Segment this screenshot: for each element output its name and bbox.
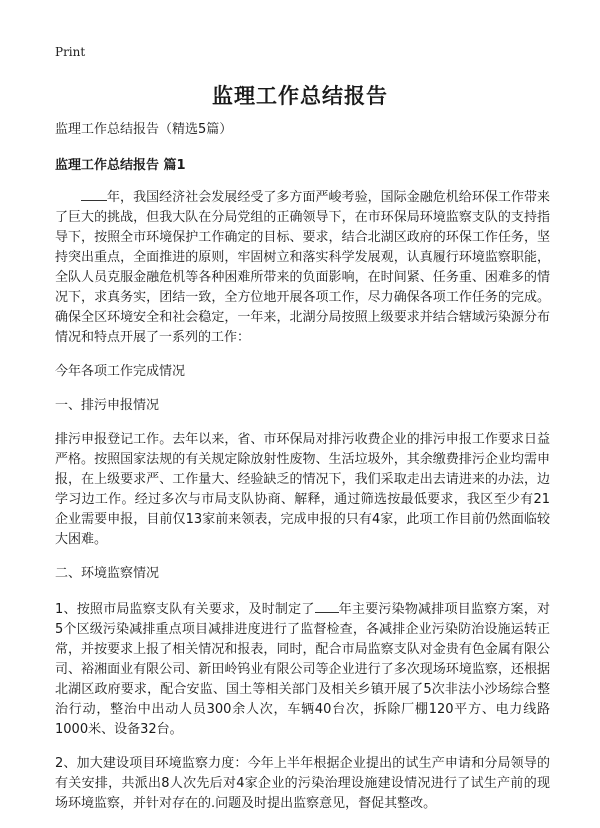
heading-discharge-declaration: 一、排污申报情况 [55, 398, 160, 413]
page-title: 监理工作总结报告 [212, 84, 388, 108]
section-title: 监理工作总结报告 篇1 [55, 158, 186, 173]
paragraph-inspection-2: 2、加大建设项目环境监察力度：今年上半年根据企业提出的试生产申请和分局领导的有关安排，共派出8人次先后对4家企业的污染治理设施建设情况进行了试生产前的现场环境监察，并针对存在的.问题及时提出监察意见，督促其整改。 [55, 756, 550, 811]
document-subtitle: 监理工作总结报告（精选5篇） [55, 122, 233, 137]
intro-text: 年，我国经济社会发展经受了多方面严峻考验，国际金融危机给环保工作带来了巨大的挑战，但我大队在分局党组的正确领导下，在市环保局环境监察支队的支持指导下，按照全市环境保护工作确定的目标、要求，结合北湖区政府的环保工作任务，坚持突出重点，全面推进的原则，牢固树立和落实科学发展观，认真履行环境监察职能，全队人员克服金融危机等各种困难所带来的负面影响，在时间紧、任务重、困难多的情况下，求真务实，团结一致，全方位地开展各项工作，尽力确保各项工作任务的完成。确保全区环境安全和社会稳定，一年来，北湖分局按照上级要求并结合辖域污染源分布情况和特点开展了一系列的工作： [55, 190, 550, 345]
paragraph-discharge-declaration: 排污申报登记工作。去年以来，省、市环保局对排污收费企业的排污申报工作要求日益严格。按照国家法规的有关规定除放射性废物、生活垃圾外，其余缴费排污企业均需申报，在上级要求严、工作量大、经验缺乏的情况下，我们采取走出去请进来的办法，边学习边工作。经过多次与市局支队协商、解释，通过筛选按最低要求，我区至少有21企业需要申报，目前仅13家前来领表，完成申报的只有4家，此项工作目前仍然面临较大困难。 [55, 432, 550, 547]
year-blank [81, 186, 107, 201]
inspection-1-text-end: 年主要污染物减排项目监察方案，对5个区级污染减排重点项目减排进度进行了监督检查，各减排企业污染防治设施运转正常，并按要求上报了相关情况和报表，同时，配合市局监察支队对金贵有色金属有限公司、裕湘面业有限公司、新田岭钨业有限公司等企业进行了多次现场环境监察，还根据北湖区政府要求，配合安监、国土等相关部门及相关乡镇开展了5次非法小沙场综合整治行动，整治中出动人员300余人次，车辆40台次，拆除厂棚120平方、电力线路1000米、设备32台。 [55, 602, 550, 737]
intro-paragraph [55, 186, 550, 348]
heading-environment-inspection: 二、环境监察情况 [55, 566, 160, 581]
document-body [55, 120, 550, 828]
inspection-1-text-start: 1、按照市局监察支队有关要求，及时制定了 [55, 602, 315, 617]
year-blank-2 [315, 598, 339, 613]
print-link[interactable]: Print [55, 45, 86, 59]
completion-heading: 今年各项工作完成情况 [55, 364, 186, 379]
paragraph-inspection-1 [55, 598, 550, 740]
